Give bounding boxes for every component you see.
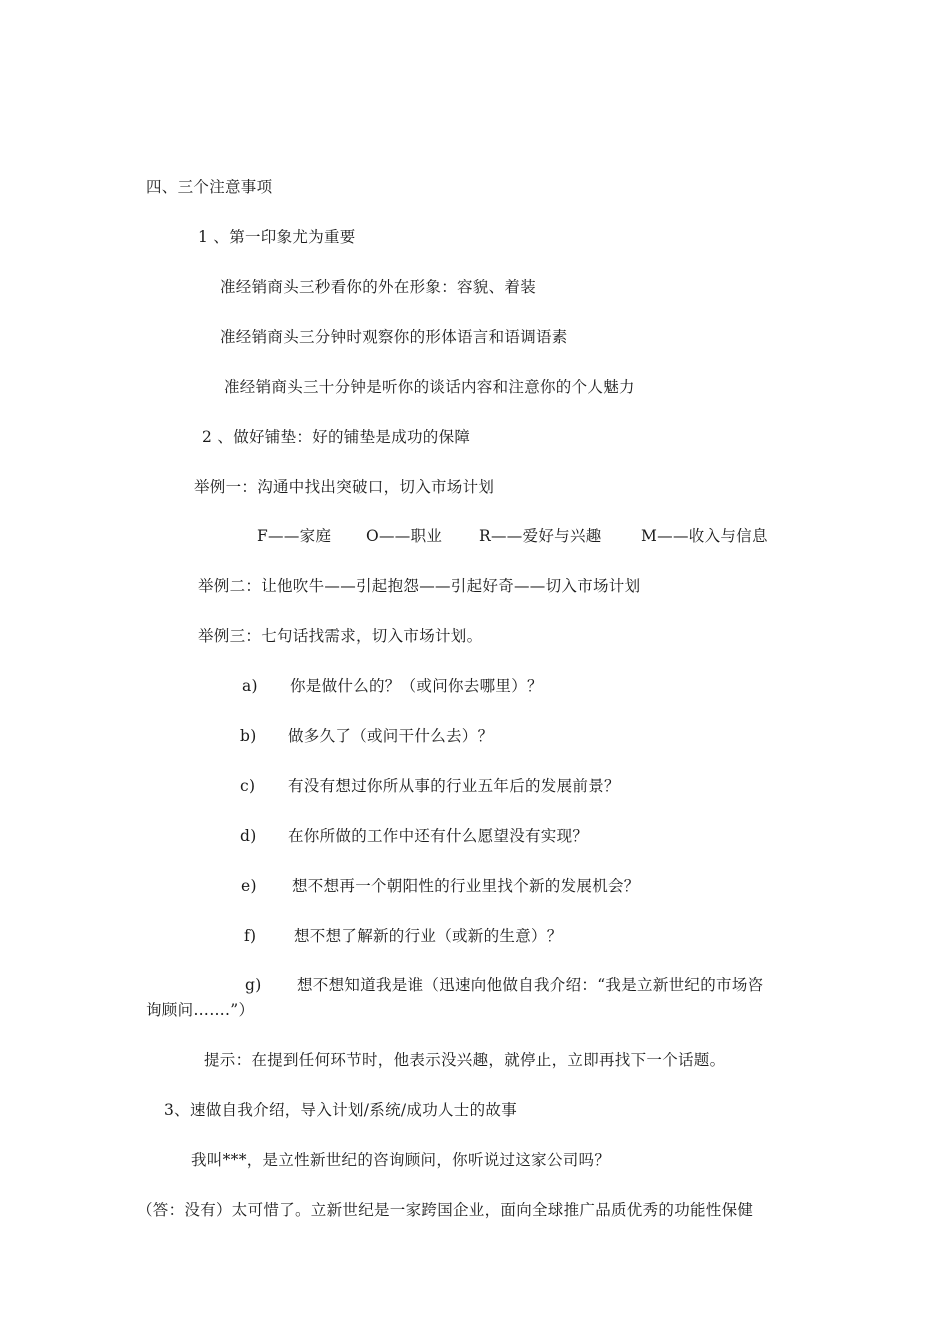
section-heading: 四、三个注意事项 [146,178,273,196]
question-label: e) [241,877,257,895]
question-text: 想不想了解新的行业（或新的生意）？ [294,927,563,945]
point-3-title: 3、速做自我介绍，导入计划/系统/成功人士的故事 [164,1101,518,1119]
point-2-title: 2 、做好铺垫：好的铺垫是成功的保障 [202,428,471,446]
example-1: 举例一：沟通中找出突破口，切入市场计划 [194,478,495,496]
question-label: g) [245,976,262,994]
point-1-line-2: 准经销商头三分钟时观察你的形体语言和语调语素 [220,328,568,346]
question-text: 你是做什么的？（或问你去哪里）？ [290,677,543,695]
example-3: 举例三：七句话找需求，切入市场计划。 [198,627,483,645]
form-item-r: R——爱好与兴趣 [479,527,602,545]
point-1-line-1: 准经销商头三秒看你的外在形象：容貌、着装 [220,278,537,296]
point-1-line-3: 准经销商头三十分钟是听你的谈话内容和注意你的个人魅力 [224,378,635,396]
question-text: 有没有想过你所从事的行业五年后的发展前景？ [288,777,620,795]
example-2: 举例二：让他吹牛——引起抱怨——引起好奇——切入市场计划 [198,577,641,595]
form-item-o: O——职业 [366,527,443,545]
question-g-continuation: 询顾问…….”） [146,1001,255,1019]
question-label: c) [240,777,256,795]
question-label: f) [244,927,257,945]
form-item-f: F——家庭 [257,527,332,545]
question-text: 想不想再一个朝阳性的行业里找个新的发展机会？ [292,877,640,895]
point-3-line-1: 我叫***，是立性新世纪的咨询顾问，你听说过这家公司吗？ [191,1151,611,1169]
question-label: d) [240,827,257,845]
question-label: a) [242,677,258,695]
form-item-m: M——收入与信息 [641,527,768,545]
point-1-title: 1 、第一印象尤为重要 [198,228,356,246]
question-text: 做多久了（或问干什么去）？ [288,727,494,745]
point-3-line-2: （答：没有）太可惜了。立新世纪是一家跨国企业，面向全球推广品质优秀的功能性保健 [137,1201,754,1219]
question-label: b) [240,727,257,745]
tip: 提示：在提到任何环节时，他表示没兴趣，就停止，立即再找下一个话题。 [204,1051,726,1069]
question-text: 想不想知道我是谁（迅速向他做自我介绍：“我是立新世纪的市场咨 [297,976,764,994]
question-text: 在你所做的工作中还有什么愿望没有实现？ [288,827,589,845]
